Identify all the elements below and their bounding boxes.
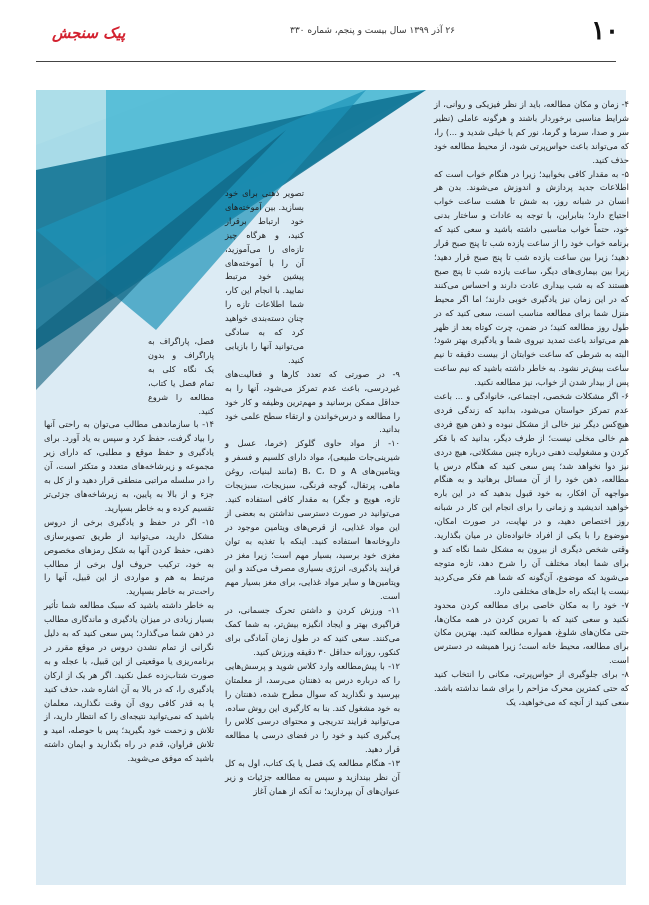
paragraph: ۴- زمان و مکان مطالعه، باید از نظر فیزیکی و روانی، از شرایط مناسبی برخوردار باشند و هرگونه عاملی (نظیر سر و صدا، سرما و گرما، نور کم یا خیلی شدید و ...) را، که می‌تواند باعث حواس‌پرتی شود، از محیط مطالعه خود حذف کنید. [434, 99, 629, 165]
paragraph: ۱۴- با سازماندهی مطالب می‌توان به راحتی آنها را بیاد گرفت، حفظ کرد و سپس به یاد آورد. برای یادگیری و حفظ موقع و مطلبی، که دارای زیر مجموعه و زیرشاخه‌های متعدد و متکثر است، آن را در سلسله مراتبی منطقی قرار دهید و از کل به جزء و از بالا به پایین، به زیرشاخه‌های جزئی‌تر تقسیم کرده و به خاطر بسپارید. [44, 419, 214, 513]
column-middle [225, 187, 400, 799]
paragraph: ۵- به مقدار کافی بخوابید؛ زیرا در هنگام خواب است که اطلاعات جدید پردازش و اندوزش می‌شوند. بدن هر انسان در شبانه روز، به شش تا هشت ساعت خواب احتیاج دارد؛ بنابراین، با توجه به عادات و ساختار بدنی خود، حتماً خواب مناسبی داشته باشید و سعی کنید که برنامه خواب خود را از ساعت یازده شب تا پنج صبح قرار دهید؛ زیرا بین ساعت یازده شب تا پنج صبح قرار دهید؛ زیرا بین بیماری‌های دیگر، ساعت یازده شب تا پنج صبح هستند که به شب بیداری عادت دارند و احساس می‌کنند که در این زمان نیز یادگیری خوبی دارند؛ اما اگر محیط منزل شما برای مطالعه مناسب است، سعی کنید که در طول روز مطالعه کنید؛ در ضمن، چرت کوتاه بعد از ظهر هم می‌تواند باعث تمدید نیروی شما و یادگیری بهتر شود؛ البته به شرطی که ساعت خوابتان از بیست دقیقه تا نیم ساعت بیش‌تر نشود. به خاطر داشته باشید که نیم ساعت پس از بیدار شدن از خواب، نیز مطالعه نکنید. [434, 168, 629, 388]
column-lead: تصویر ذهنی برای خود بسازید. بین آموخته‌های خود ارتباط برقرار کنید، و هرگاه چیز تازه‌ای را می‌آموزید، آن را با آموخته‌های پیشین خود مرتبط نمایید. با انجام این کار، شما اطلاعات تازه را چنان دسته‌بندی خواهید کرد که به سادگی می‌توانید آنها را بازیابی کنید. [225, 188, 304, 365]
column-left [44, 335, 214, 766]
issue-line: ۲۶ آذر ۱۳۹۹ سال بیست و پنجم، شماره ۳۳۰ [290, 26, 456, 36]
paragraph: ۱۱- ورزش کردن و داشتن تحرک جسمانی، در فراگیری بهتر و ایجاد انگیزه بیش‌تر، به شما کمک می‌کنند. سعی کنید که در طول زمان آمادگی برای کنکور، روزانه حداقل ۳۰ دقیقه ورزش کنید. [225, 605, 400, 657]
paragraph: ۶- اگر مشکلات شخصی، اجتماعی، خانوادگی و ... باعث عدم تمرکز حواستان می‌شود، بدانید که زندگی فردی هیچ‌کس دیگر نیز خالی از مشکل نبوده و ذهن هیچ فردی هم خالی مخلی نیست؛ از طرف دیگر، بدانید که با فکر کردن و مشغولیت ذهنی درباره چنین مشکلاتی، هیچ دردی نیز دوا نخواهد شد؛ پس سعی کنید که هنگام درس یا مطالعه، ذهن خود را از آن مسائل برهانید و به هنگام مواجهه آن افکار، به خود قبول بدهید که در این باره خواهید اندیشید و زمانی را برای انجام این کار در شبانه روز اختصاص دهید، و در نهایت، در صورت امکان، موضوع را با یکی از افراد خانواده‌تان در میان بگذارید. وقتی شخص دیگری از بیرون به مشکل شما نگاه کند و برای شما ابعاد مختلف آن را شرح دهد، تازه متوجه می‌شوید که موضوع، آن‌گونه که شما هم فکر می‌کردید نیست یا اینکه راه حل‌های مختلفی دارد. [434, 391, 629, 596]
paragraph: ۸- برای جلوگیری از حواس‌پرتی، مکانی را انتخاب کنید که حتی کمترین محرک مزاحم را برای شما نداشته باشد. سعی کنید از آنچه که می‌خواهید، یک [434, 669, 629, 707]
paragraph: ۹- در صورتی که تعدد کارها و فعالیت‌های غیردرسی، باعث عدم تمرکز می‌شود، آنها را به حداقل ممکن برسانید و مهم‌ترین وظیفه و کار خود را مطالعه و درس‌خواندن و ارتقاء سطح علمی خود بدانید. [225, 368, 400, 435]
column-lead: فصل، پاراگراف به پاراگراف و بدون یک نگاه کلی به تمام فصل یا کتاب، مطالعه را شروع کنید. [148, 336, 214, 416]
paragraph: ۱۳- هنگام مطالعه یک فصل یا یک کتاب، اول به کل آن نظر بیندازید و سپس به مطالعه جزئیات و زیر عنوان‌های آن بپردازید؛ نه آنکه از همان آغاز [225, 758, 400, 796]
page-header [0, 0, 649, 72]
publication-logo: پیک سنجش [52, 24, 126, 42]
header-rule [36, 61, 616, 62]
paragraph: به خاطر داشته باشید که سبک مطالعه شما تأثیر بسیار زیادی در میزان یادگیری و ماندگاری مطالب در ذهن شما می‌گذارد؛ پس سعی کنید که به دلیل نگرانی از تمام نشدن دروس در موقع مقرر در برنامه‌ریزی یا موقعیتی از این قبیل، با عجله و به صورت شتاب‌زده عمل نکنید. اگر هر یک از ارکان یادگیری را، که در بالا به آن اشاره شد، حذف کنید یا به قدر کافی روی آن وقت نگذارید، معلمان باشید که نمی‌توانید نتیجه‌ای را که انتظار دارید، از تلاش و زحمت خود بگیرید؛ پس با حوصله، امید و تلاش فراوان، قدم در راه بگذارید و ایمان داشته باشید که موفق می‌شوید. [44, 600, 214, 764]
paragraph: ۱۰- از مواد حاوی گلوکز (خرما، عسل و شیرینی‌جات طبیعی)، مواد دارای کلسیم و فسفر و ویتامین‌های A و B، C، D (مانند لبنیات، روغن ماهی، پرتقال، گوجه فرنگی، سبزیجات، سبزیجات تازه، هویج و جگر) به مقدار کافی استفاده کنید. می‌توانید در صورت دسترسی نداشتن به بعضی از این مواد غذایی، از قرص‌های ویتامین موجود در داروخانه‌ها استفاده کنید. اینکه با تغذیه به توان مغزی خود برسید، بسیار مهم است؛ زیرا مغز در فرایند یادگیری، انرژی بسیاری مصرف می‌کند و این ویتامین‌ها و سایر مواد غذایی، برای مغز بسیار مهم است. [225, 438, 400, 602]
column-right [434, 98, 629, 710]
page-number: ۱۰ [591, 16, 619, 46]
paragraph: ۱۵- اگر در حفظ و یادگیری برخی از دروس مشکل دارید، می‌توانید از طریق تصویرسازی ذهنی، حفظ کردن آنها به شکل رمزهای مخصوص به خود، ترکیب حروف اول برخی از مطالب مرتبط به هم و مواردی از این قبیل، آنها را راحت‌تر به خاطر بسپارید. [44, 516, 214, 597]
paragraph: ۱۲- با پیش‌مطالعه وارد کلاس شوید و پرسش‌هایی را که درباره درس به ذهنتان می‌رسد، از معلمتان بپرسید و نگذارید که سوال مطرح شده، ذهنتان را به خود مشغول کند. بنا به کارگیری این روش ساده، می‌توانید فرایند تدریجی و محتوای درسی کلاس را پی‌گیری کنید و خود را در فضای درسی یا مطالعه قرار دهید. [225, 660, 400, 755]
paragraph: ۷- خود را به مکان خاصی برای مطالعه کردن محدود نکنید و سعی کنید که با تمرین کردن در همه مکان‌ها، حتی مکان‌های شلوغ، همواره مطالعه کنید. بهترین مکان برای مطالعه، محیط خانه است؛ زیرا همیشه در دسترس است. [434, 599, 629, 666]
